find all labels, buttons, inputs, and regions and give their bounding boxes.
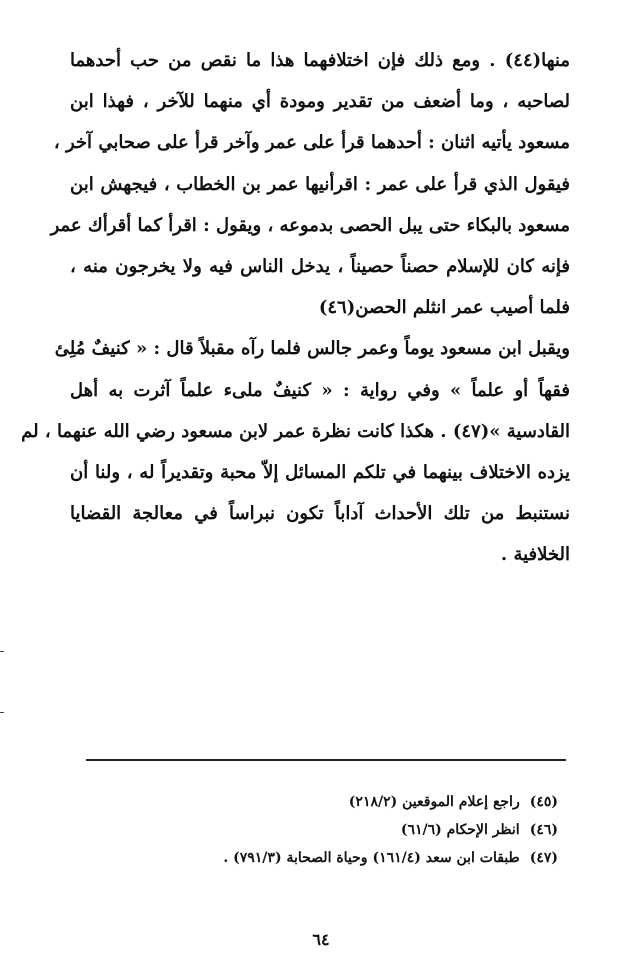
text-line-7: فلما أصيب عمر انثلم الحصن‏(٤٦)	[318, 297, 570, 319]
text-line-13: الخلافية .	[500, 544, 570, 566]
text-line-2: لصاحبه ، وما أضعف من تقدير ومودة أي منهما للآخر ، فهذا ابن	[70, 91, 570, 113]
footnote-separator	[86, 759, 566, 761]
text-line-5: مسعود بالبكاء حتى يبل الحصى بدموعه ، ويقول : اقرأ كما أقرأك عمر	[50, 214, 570, 236]
footnote-45	[138, 788, 558, 816]
footnotes	[138, 788, 558, 872]
text-line-11: يزده الاختلاف بينهما في تلكم المسائل إلاّ محبة وتقديراً له ، ولنا أن	[70, 461, 570, 483]
text-line-8: ويقبل ابن مسعود يوماً وعمر جالس فلما رآه مقبلاً قال : « كنيفٌ مُلِئ	[54, 338, 570, 360]
text-line-12: نستنبط من تلك الأحداث آداباً تكون نبراساً في معالجة القضايا	[70, 503, 570, 525]
text-line-3: مسعود يأتيه اثنان : أحدهما قرأ على عمر وآخر قرأ على صحابي آخر ،	[53, 132, 570, 154]
footnote-number: (٤٥)	[529, 794, 558, 810]
page-number: ٦٤	[312, 930, 330, 949]
text-line-9: فقهاً أو علماً » وفي رواية : « كنيفٌ ملىء علماً آثرت به أهل	[70, 379, 570, 401]
footnote-number: (٤٧)	[529, 850, 558, 866]
footnote-text: راجع إعلام الموقعين (٢١٨/٢)	[348, 794, 520, 810]
page-edge-mark	[0, 651, 4, 652]
footnote-text: انظر الإحكام (٦١/٦)	[400, 822, 520, 838]
text-line-1: منها‏(٤٤) . ومع ذلك فإن اختلافهما هذا ما نقص من حب أحدهما	[70, 50, 570, 71]
text-line-4: فيقول الذي قرأ على عمر : اقرأنيها عمر بن الخطاب ، فيجهش ابن	[70, 173, 570, 195]
main-text	[21, 40, 570, 575]
text-line-6: فإنه كان للإسلام حصناً حصيناً ، يدخل الناس فيه ولا يخرجون منه ،	[70, 255, 570, 277]
page-edge-mark	[0, 712, 4, 713]
footnote-47	[138, 844, 558, 872]
footnote-46	[138, 816, 558, 844]
footnote-text: طبقات ابن سعد (١٦١/٤) وحياة الصحابة (٧٩١/٣) .	[223, 850, 520, 866]
text-line-10: القادسية »‏(٤٧) . هكذا كانت نظرة عمر لابن مسعود رضي الله عنهما ، لم	[21, 420, 570, 442]
footnote-number: (٤٦)	[529, 822, 558, 838]
